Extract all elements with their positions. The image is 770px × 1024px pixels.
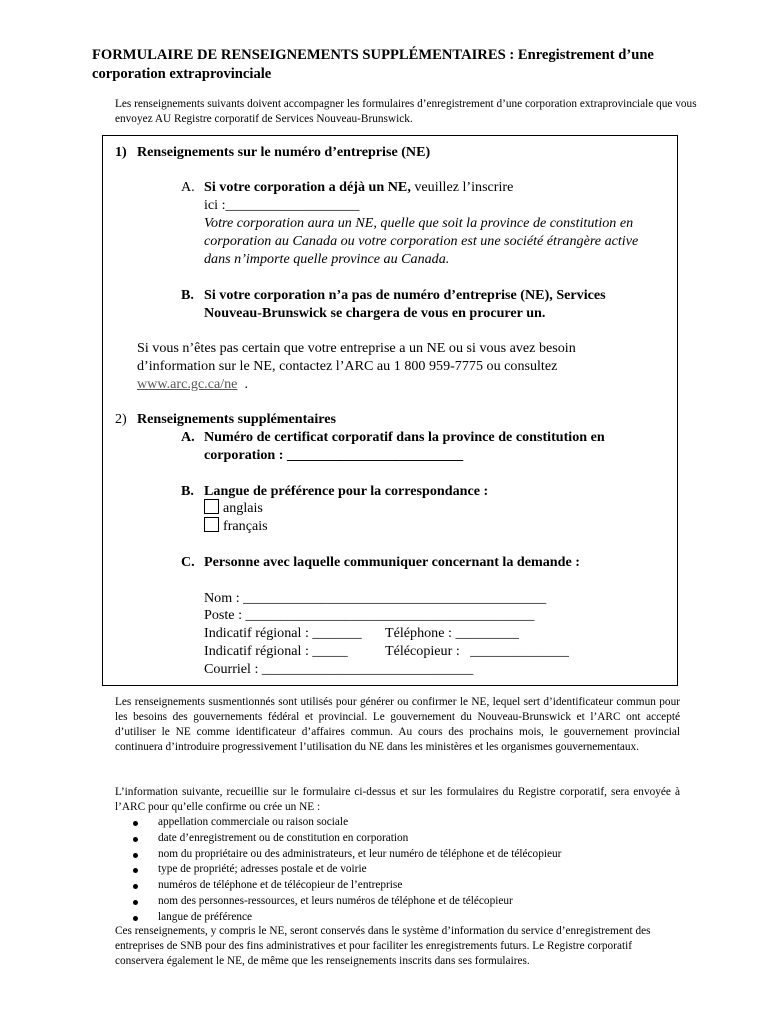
- list-item: date d’enregistrement ou de constitution en corporation: [158, 831, 678, 847]
- fax-field[interactable]: Télécopieur : ______________: [385, 643, 569, 659]
- language-heading: Langue de préférence pour la correspondance :: [204, 483, 489, 499]
- bullet-icon: [133, 884, 138, 889]
- list-item: nom du propriétaire ou des administrateurs, et leur numéro de téléphone et de télécopieur: [158, 847, 678, 863]
- contact-position-field[interactable]: Poste : _________________________________________: [204, 607, 535, 623]
- section1-heading: Renseignements sur le numéro d’entreprise (NE): [137, 144, 431, 160]
- bullet-icon: [133, 916, 138, 921]
- email-field[interactable]: Courriel : ______________________________: [204, 661, 474, 677]
- section1-a-text: veuillez l’inscrire: [410, 179, 514, 195]
- ne-info-link-line: [137, 375, 248, 393]
- contact-heading: Personne avec laquelle communiquer concernant la demande :: [204, 554, 580, 570]
- list-item: nom des personnes-ressources, et leurs numéros de téléphone et de télécopieur: [158, 894, 678, 910]
- french-checkbox[interactable]: [204, 517, 219, 532]
- bullet-icon: [133, 821, 138, 826]
- form-title: FORMULAIRE DE RENSEIGNEMENTS SUPPLÉMENTAIRES : Enregistrement d’une corporation extraprovinciale: [92, 47, 654, 82]
- section2-b-letter: B.: [181, 483, 194, 499]
- list-item: appellation commerciale ou raison sociale: [158, 815, 678, 831]
- contact-name-field[interactable]: Nom : ___________________________________________: [204, 590, 547, 606]
- section1-a-bold: Si votre corporation a déjà un NE,: [204, 179, 411, 195]
- section1-b-line-1: Si votre corporation n’a pas de numéro d’entreprise (NE), Services: [204, 287, 606, 303]
- list-item: type de propriété; adresses postale et de voirie: [158, 862, 678, 878]
- area-code-fax-field[interactable]: Indicatif régional : _____: [204, 643, 348, 659]
- option-french: [204, 517, 268, 535]
- link-period: .: [237, 376, 249, 392]
- ne-info-note-1: Si vous n’êtes pas certain que votre entreprise a un NE ou si vous avez besoin: [137, 340, 576, 356]
- ne-info-note-2: d’information sur le NE, contactez l’ARC au 1 800 959-7775 ou consultez: [137, 358, 558, 374]
- list-item: numéros de téléphone et de télécopieur de l’entreprise: [158, 878, 678, 894]
- section1-a-note-3: dans n’importe quelle province au Canada.: [204, 251, 450, 267]
- area-code-phone-field[interactable]: Indicatif régional : _______: [204, 625, 362, 641]
- footer-paragraph-1: Les renseignements susmentionnés sont utilisés pour générer ou confirmer le NE, lequel sert d’identificateur commun pour les besoins des gouvernements fédéral et provincial. Le gouvernement du Nouveau-Brunswick et l’ARC ont accepté d’utiliser le NE comme identificateur d’affaires commun. Au cours des prochains mois, le gouvernement provincial continuera d’introduire progressivement l’utilisation du NE dans les ministères et les organismes gouvernementaux.: [115, 696, 680, 753]
- info-bullet-list: [158, 815, 678, 926]
- french-label: français: [223, 518, 268, 534]
- section1-a-line: [204, 178, 513, 196]
- section2-heading: Renseignements supplémentaires: [137, 411, 337, 427]
- bullet-icon: [133, 868, 138, 873]
- bullet-icon: [133, 853, 138, 858]
- english-label: anglais: [223, 500, 263, 516]
- section1-a-note-1: Votre corporation aura un NE, quelle que soit la province de constitution en: [204, 215, 634, 231]
- option-english: [204, 499, 263, 517]
- section1-a-letter: A.: [181, 179, 195, 195]
- section2-number: 2): [115, 411, 127, 427]
- phone-field[interactable]: Téléphone : _________: [385, 625, 519, 641]
- english-checkbox[interactable]: [204, 499, 219, 514]
- bullet-icon: [133, 837, 138, 842]
- bullet-icon: [133, 900, 138, 905]
- certificate-number-field[interactable]: corporation : _________________________: [204, 447, 464, 463]
- section1-number: 1): [115, 144, 127, 160]
- footer-paragraph-2: L’information suivante, recueillie sur le formulaire ci-dessus et sur les formulaires du Registre corporatif, sera envoyée à l’ARC pour qu’elle confirme ou crée un NE :: [115, 786, 680, 813]
- intro-paragraph: Les renseignements suivants doivent accompagner les formulaires d’enregistrement d’une corporation extraprovinciale que vous envoyez AU Registre corporatif de Services Nouveau-Brunswick.: [115, 98, 697, 125]
- section1-a-note-2: corporation au Canada ou votre corporation est une société étrangère active: [204, 233, 639, 249]
- section2-a-line-1: Numéro de certificat corporatif dans la province de constitution en: [204, 429, 605, 445]
- section2-c-letter: C.: [181, 554, 195, 570]
- section1-b-line-2: Nouveau-Brunswick se chargera de vous en procurer un.: [204, 305, 546, 321]
- existing-ne-field[interactable]: ici :___________________: [204, 197, 360, 213]
- arc-link[interactable]: www.arc.gc.ca/ne: [137, 376, 238, 392]
- footer-paragraph-3: Ces renseignements, y compris le NE, seront conservés dans le système d’information du service d’enregistrement des entreprises de SNB pour des fins administratives et pour faciliter les enregistrements futurs. Le Registre corporatif conservera également le NE, de même que les renseignements inscrits dans ses formulaires.: [115, 925, 651, 967]
- list-item: langue de préférence: [158, 910, 678, 926]
- section2-a-letter: A.: [181, 429, 195, 445]
- section1-b-letter: B.: [181, 287, 194, 303]
